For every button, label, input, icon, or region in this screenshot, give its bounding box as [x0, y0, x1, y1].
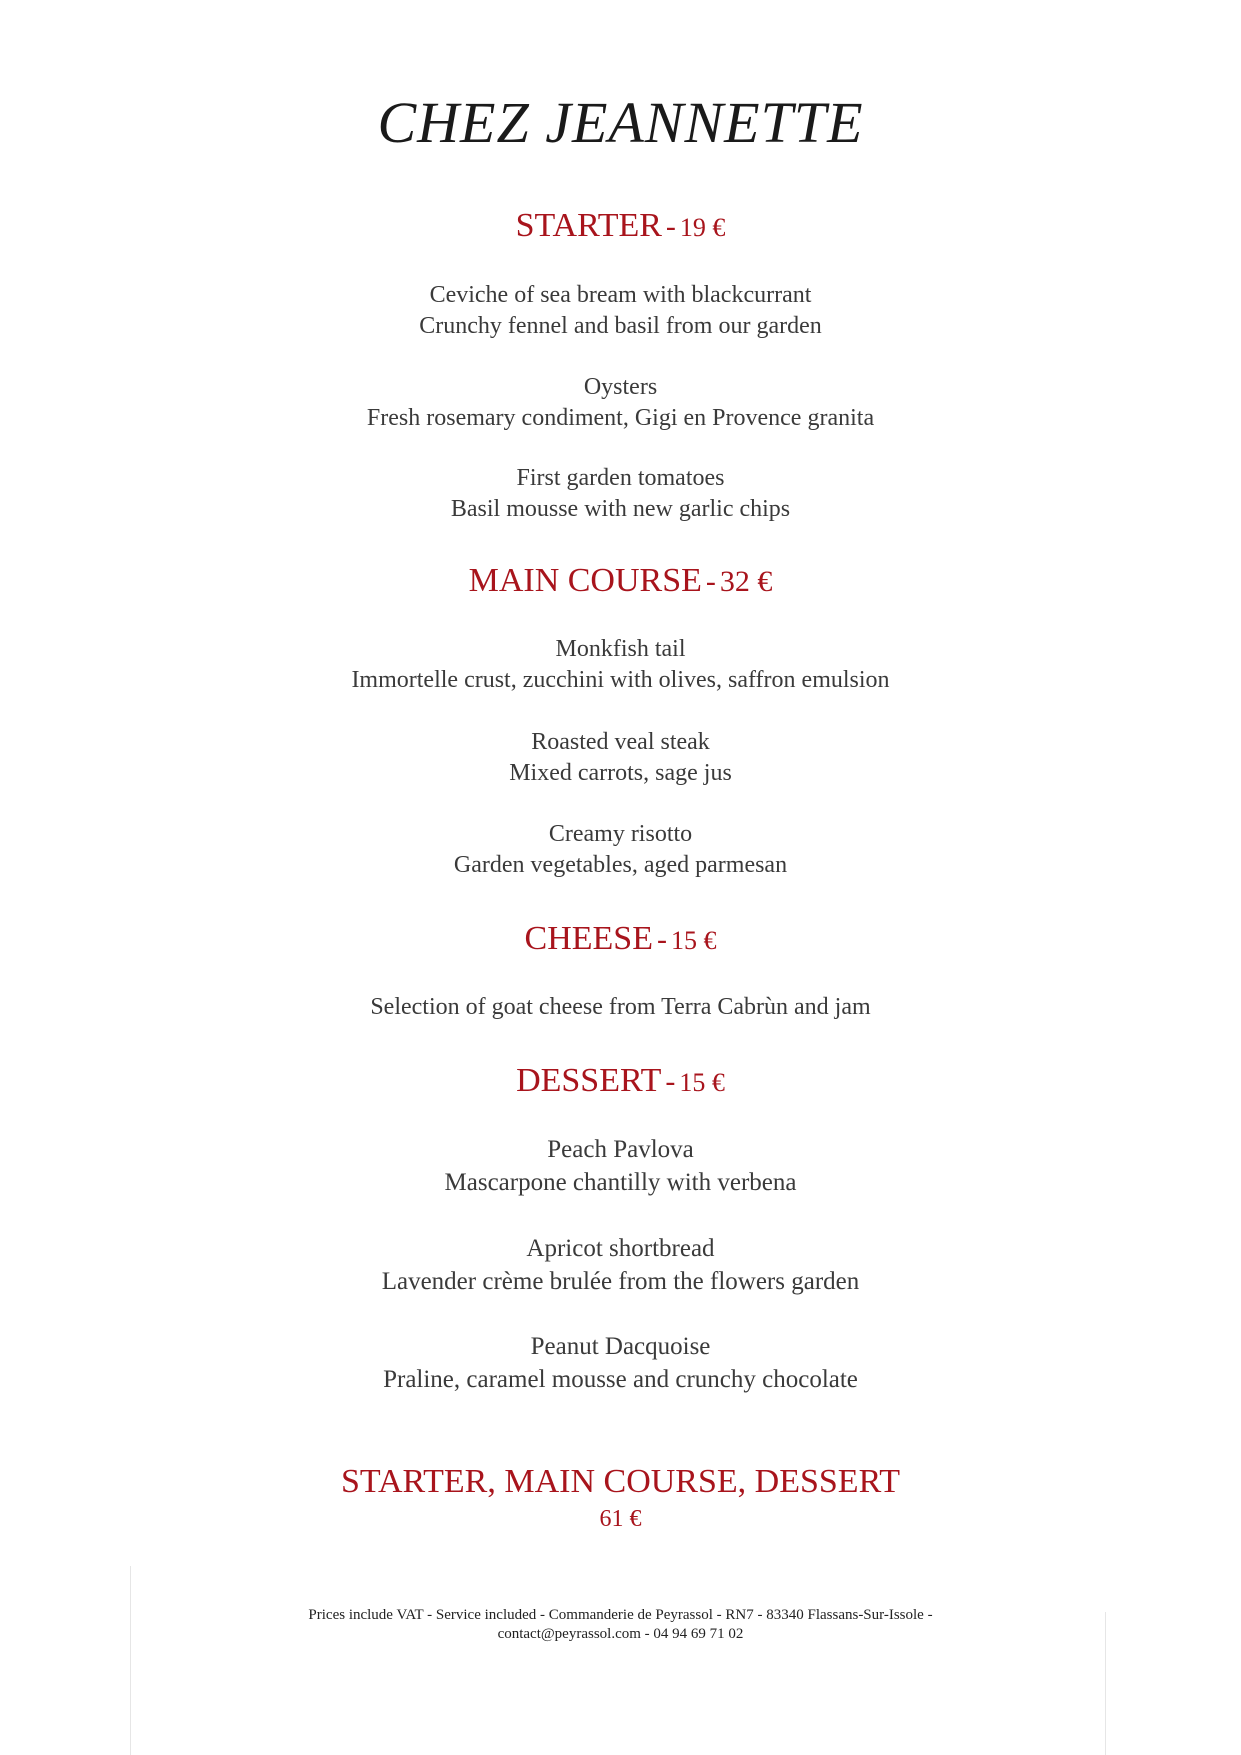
dish-title: Peach Pavlova	[547, 1136, 694, 1163]
dish-item	[0, 280, 1241, 342]
dish-detail: Mascarpone chantilly with verbena	[444, 1169, 797, 1196]
cheese-price: 15 €	[670, 926, 717, 955]
dessert-name: DESSERT	[516, 1062, 662, 1099]
dessert-separator: -	[665, 1065, 676, 1098]
dish-title: Ceviche of sea bream with blackcurrant	[429, 282, 812, 308]
starter-header	[0, 206, 1241, 252]
dish-detail: Praline, caramel mousse and crunchy chocolate	[383, 1366, 858, 1393]
dish-detail: Garden vegetables, aged parmesan	[453, 852, 788, 878]
dish-detail: Immortelle crust, zucchini with olives, saffron emulsion	[351, 667, 890, 693]
set-menu	[0, 1462, 1241, 1536]
dish-title: Apricot shortbread	[526, 1235, 715, 1262]
dish-item	[0, 992, 1241, 1023]
main-course-header	[0, 561, 1241, 607]
starter-price: 19 €	[679, 213, 726, 242]
dish-item	[0, 463, 1241, 525]
dish-item	[0, 372, 1241, 434]
dish-title: Peanut Dacquoise	[530, 1333, 711, 1360]
margin-line-right	[1105, 1612, 1106, 1755]
dish-detail: Mixed carrots, sage jus	[509, 760, 732, 786]
dish-item	[0, 819, 1241, 881]
dish-title: Selection of goat cheese from Terra Cabrùn and jam	[370, 994, 871, 1020]
footer	[0, 1606, 1241, 1644]
dish-detail: Lavender crème brulée from the flowers garden	[381, 1268, 860, 1295]
dish-item	[0, 1133, 1241, 1199]
restaurant-title: CHEZ JEANNETTE	[377, 90, 864, 155]
dish-title: First garden tomatoes	[516, 465, 725, 491]
footer-line-2: contact@peyrassol.com - 04 94 69 71 02	[497, 1626, 744, 1642]
dish-detail: Fresh rosemary condiment, Gigi en Provence granita	[366, 405, 875, 431]
dish-item	[0, 634, 1241, 696]
dish-detail: Crunchy fennel and basil from our garden	[419, 313, 822, 339]
dish-detail: Basil mousse with new garlic chips	[450, 496, 791, 522]
dessert-header	[0, 1061, 1241, 1107]
cheese-name: CHEESE	[524, 920, 653, 957]
cheese-header	[0, 919, 1241, 965]
main-course-separator: -	[705, 565, 716, 598]
set-menu-price: 61 €	[599, 1506, 642, 1532]
dish-title: Roasted veal steak	[531, 729, 710, 755]
dessert-price: 15 €	[679, 1068, 725, 1097]
dish-item	[0, 727, 1241, 789]
starter-separator: -	[665, 210, 676, 243]
main-course-price: 32 €	[719, 565, 773, 598]
dish-title: Oysters	[583, 374, 658, 400]
dish-title: Monkfish tail	[555, 636, 686, 662]
dish-title: Creamy risotto	[548, 821, 693, 847]
main-course-name: MAIN COURSE	[468, 562, 702, 599]
starter-name: STARTER	[515, 207, 662, 244]
footer-line-1: Prices include VAT - Service included - Commanderie de Peyrassol - RN7 - 83340 Flassans-Sur-Issole -	[308, 1607, 933, 1623]
dish-item	[0, 1232, 1241, 1298]
set-menu-title: STARTER, MAIN COURSE, DESSERT	[341, 1463, 900, 1500]
dish-item	[0, 1330, 1241, 1396]
margin-line-left	[130, 1566, 131, 1755]
cheese-separator: -	[656, 923, 667, 956]
